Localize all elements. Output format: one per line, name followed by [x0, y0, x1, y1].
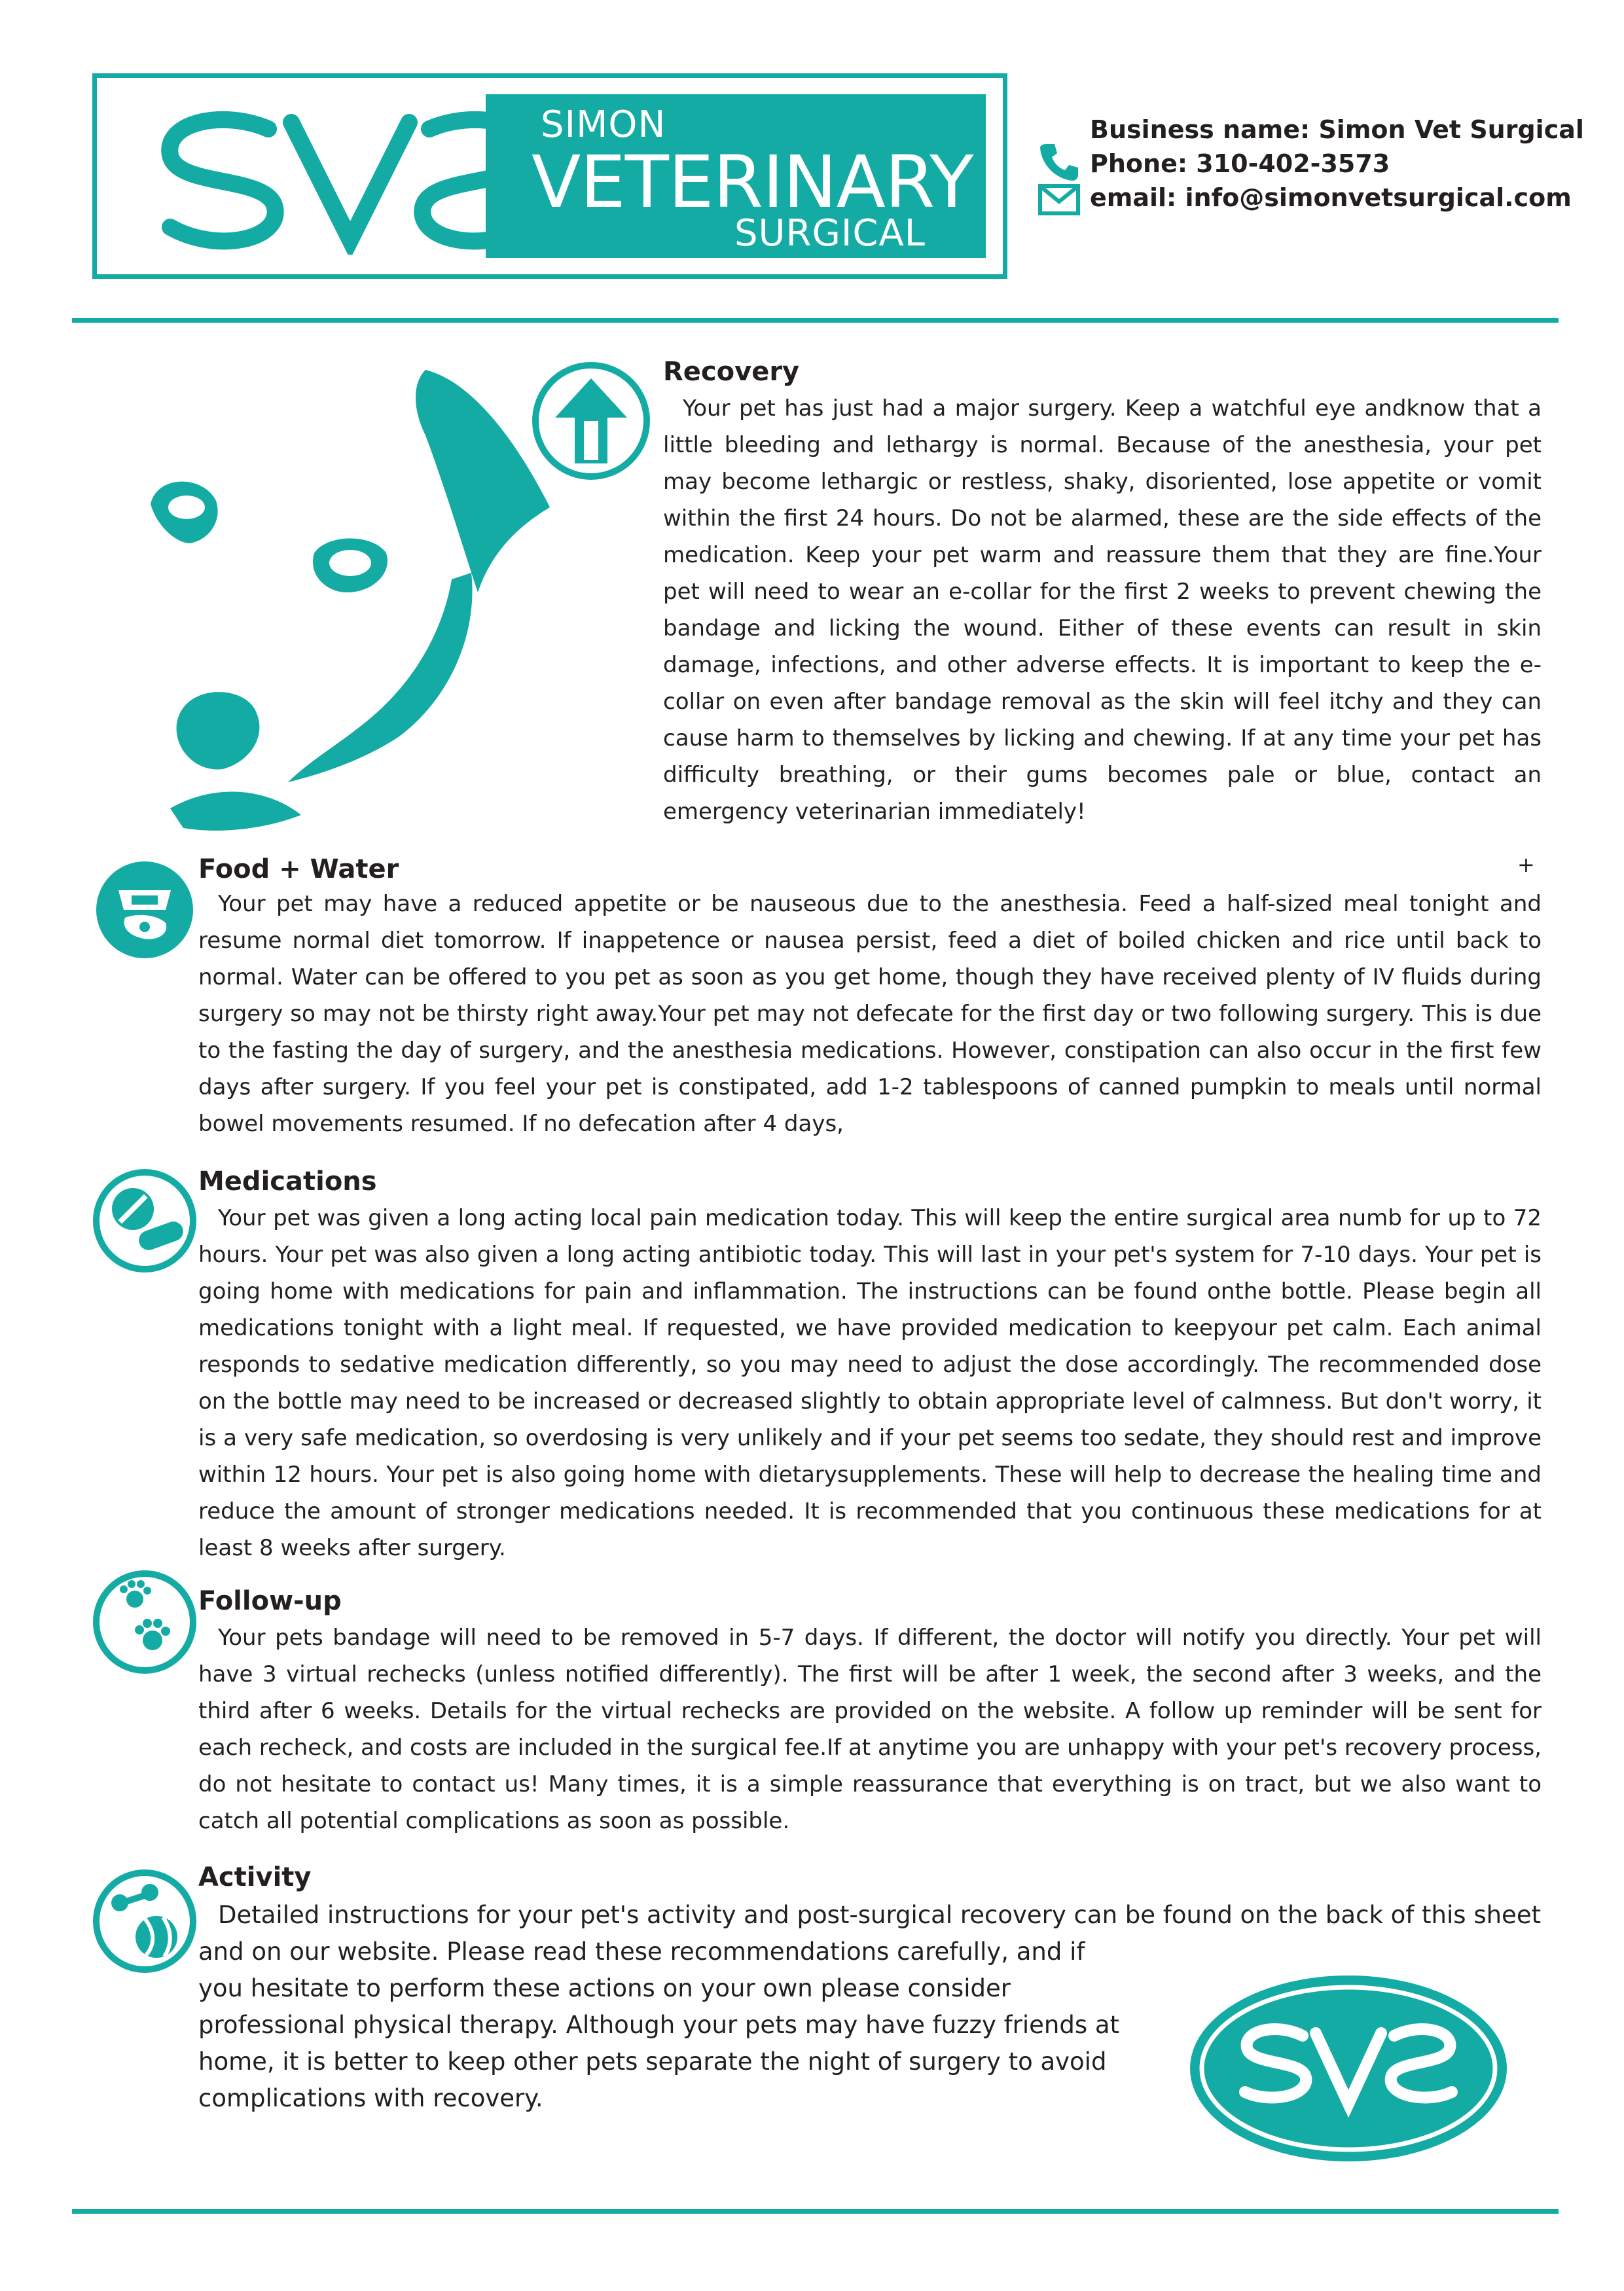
- logo-line-surgical: SURGICAL: [734, 212, 926, 255]
- mail-icon: [1038, 183, 1081, 216]
- email-address[interactable]: email: info@simonvetsurgical.com: [1090, 183, 1572, 212]
- food-bowl-icon: [92, 857, 197, 962]
- recovery-body: Your pet has just had a major surgery. Keep a watchful eye andknow that a little bleeding and lethargy is normal. Because of the anesthesia, your pet may become lethargic or restless, shaky, disoriented, lose appetite or vomit within the first 24 hours. Do not be alarmed, these are the side effects of the medication. Keep your pet warm and reassure them that they are fine.Your pet will need to wear an e-collar for the first 2 weeks to prevent chewing the bandage and licking the wound. Either of these events can result in skin damage, infections, and other adverse effects. It is important to keep the e-collar on even after bandage removal as the skin will feel itchy and they can cause harm to themselves by licking and chewing. If at any time your pet has difficulty breathing, or their gums becomes pale or blue, contact an emergency veterinarian immediately!: [663, 395, 1542, 825]
- pill-capsule-icon: [92, 1168, 197, 1273]
- food-water-title: Food + Water: [198, 854, 399, 884]
- paw-prints-icon: [92, 1570, 197, 1674]
- phone-number[interactable]: Phone: 310-402-3573: [1090, 149, 1390, 178]
- followup-title: Follow-up: [198, 1586, 342, 1616]
- logo-line-veterinary: VETERINARY: [532, 140, 973, 224]
- business-name: Business name: Simon Vet Surgical: [1090, 115, 1584, 144]
- brand-logo: [92, 73, 1007, 279]
- food-water-body: Your pet may have a reduced appetite or be nauseous due to the anesthesia. Feed a half-sized meal tonight and resume normal diet tomorrow. If inappetence or nausea persist, feed a diet of boiled chicken and rice until back to normal. Water can be offered to you pet as soon as you get home, though they have received plenty of IV fluids during surgery so may not be thirsty right away.Your pet may not defecate for the first day or two following surgery. This is due to the fasting the day of surgery, and the anesthesia medications. However, constipation can also occur in the first few days after surgery. If you feel your pet is constipated, add 1-2 tablespoons of canned pumpkin to meals until normal bowel movements resumed. If no defecation after 4 days,: [198, 891, 1542, 1137]
- activity-body-first-line: Detailed instructions for your pet's activity and post-surgical recovery can be found on the back of this sheet: [218, 1901, 1542, 1929]
- up-arrow-icon: [529, 359, 653, 483]
- followup-body: Your pets bandage will need to be removed in 5-7 days. If different, the doctor will notify you directly. Your pet will have 3 virtual rechecks (unless notified differently). The first will be after 1 week, the second after 3 weeks, and the third after 6 weeks. Details for the virtual rechecks are provided on the website. A follow up reminder will be sent for each recheck, and costs are included in the surgical fee.If at anytime you are unhappy with your pet's recovery process, do not hesitate to contact us! Many times, it is a simple reassurance that everything is on tract, but we also want to catch all potential complications as soon as possible.: [198, 1625, 1542, 1834]
- dumbbell-ball-icon: [92, 1869, 197, 1974]
- phone-icon: [1038, 140, 1081, 183]
- plus-mark: +: [1517, 852, 1535, 877]
- medications-title: Medications: [198, 1166, 377, 1197]
- svs-oval-logo-icon: [1185, 1970, 1512, 2167]
- medications-body: Your pet was given a long acting local pain medication today. This will keep the entire surgical area numb for up to 72 hours. Your pet was also given a long acting antibiotic today. This will last in your pet's system for 7-10 days. Your pet is going home with medications for pain and inflammation. The instructions can be found onthe bottle. Please begin all medications tonight with a light meal. If requested, we have provided medication to keepyour pet calm. Each animal responds to sedative medication differently, so you may need to adjust the dose accordingly. The recommended dose on the bottle may need to be increased or decreased slightly to obtain appropriate level of calmness. But don't worry, it is a very safe medication, so overdosing is very unlikely and if your pet seems too sedate, they should rest and improve within 12 hours. Your pet is also going home with dietarysupplements. These will help to decrease the healing time and reduce the amount of stronger medications needed. It is recommended that you continuous these medications for at least 8 weeks after surgery.: [198, 1205, 1542, 1561]
- activity-body: and on our website. Please read these recommendations carefully, and if you hesitate to perform these actions on your own please consider professional physical therapy. Although your pets may have fuzzy friends at home, it is better to keep other pets separate the night of surgery to avoid complications with recovery.: [198, 1938, 1120, 2112]
- header-divider: [72, 318, 1559, 323]
- activity-title: Activity: [198, 1862, 312, 1892]
- logo-line-simon: SIMON: [541, 103, 666, 146]
- recovery-title: Recovery: [663, 357, 800, 387]
- footer-divider: [72, 2209, 1559, 2214]
- logo-wordmark-band: [486, 94, 986, 258]
